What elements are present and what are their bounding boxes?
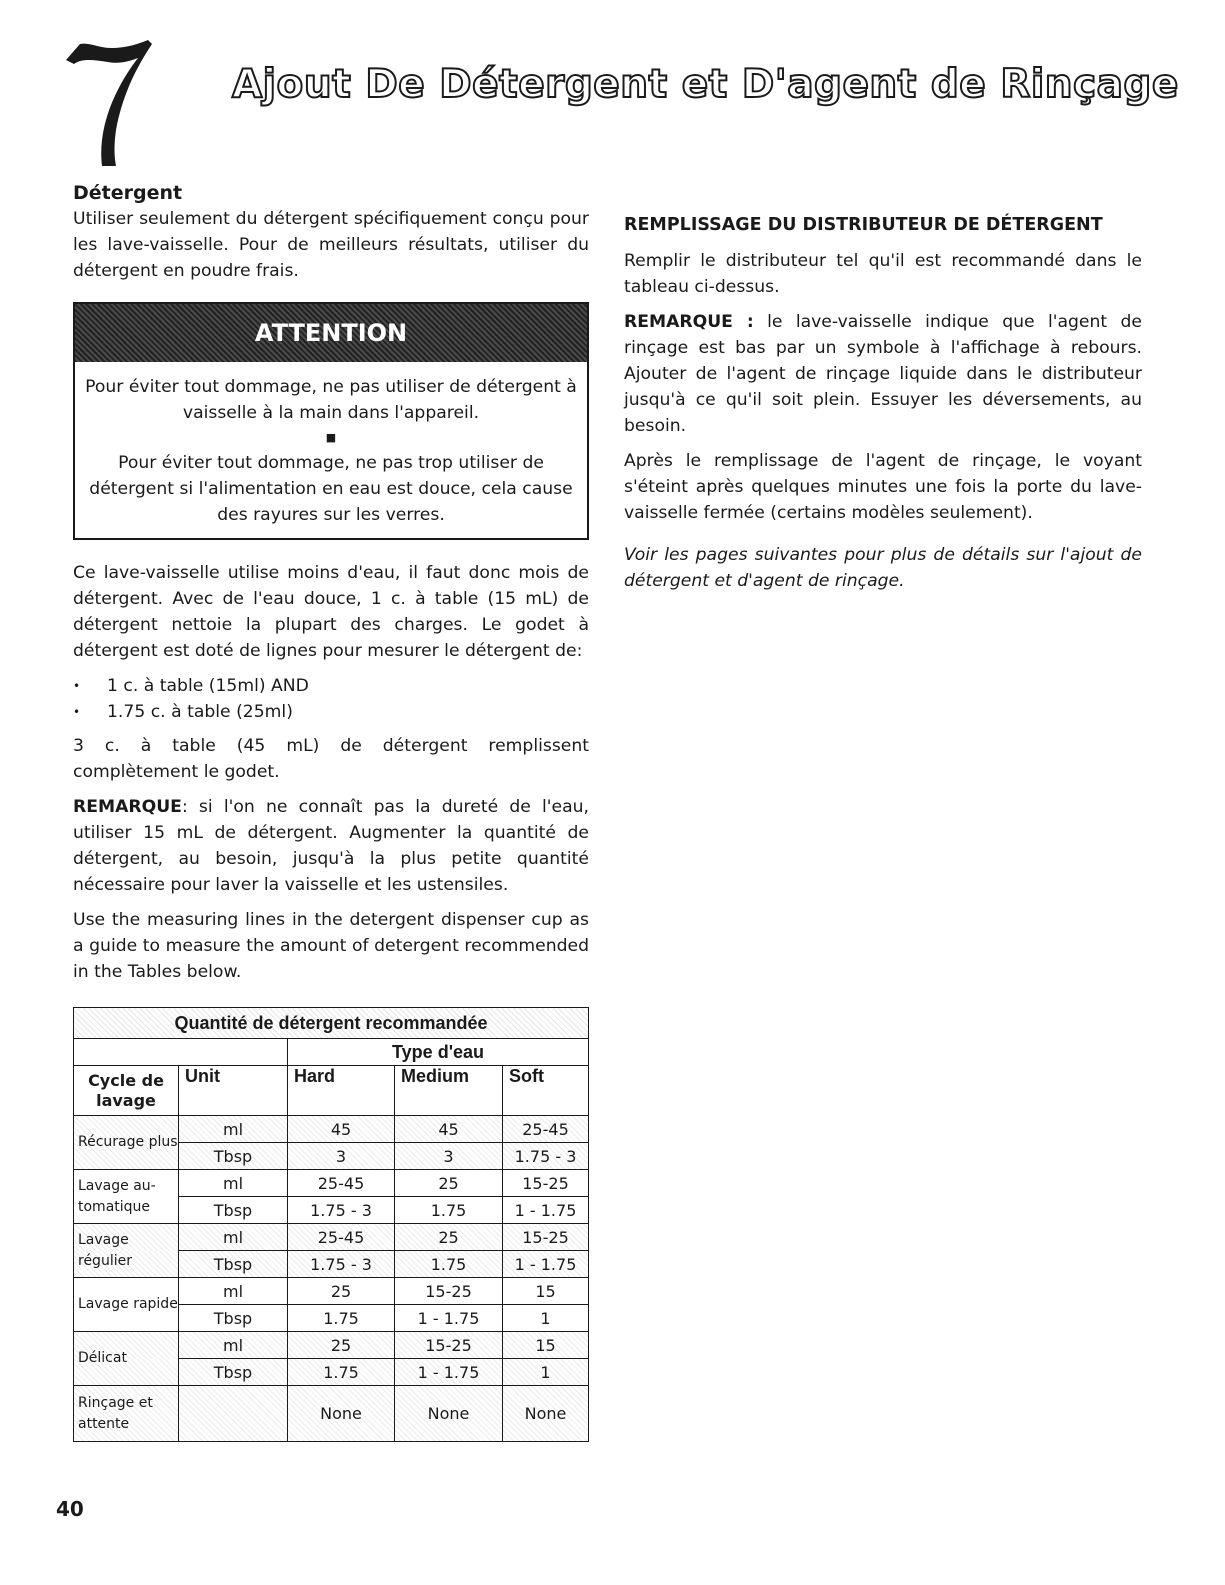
attention-box [73, 302, 589, 540]
col-unit-header: Unit [179, 1066, 288, 1116]
dispenser-heading: REMPLISSAGE DU DISTRIBUTEUR DE DÉTERGENT [624, 215, 1103, 235]
right-column [624, 212, 1142, 603]
right-paragraph-2: Après le remplissage de l'agent de rinçage, le voyant s'éteint après quelques minutes une fois la porte du lave-vaisselle fermée (certains modèles seulement). [624, 451, 1142, 523]
col-hard-header: Hard [288, 1066, 395, 1116]
table-cell: Tbsp [179, 1359, 288, 1386]
table-cell: 1.75 [395, 1251, 503, 1278]
intro-paragraph: Utiliser seulement du détergent spécifiquement conçu pour les lave-vaisselle. Pour de meilleurs résultats, utiliser du détergent en poudre frais. [73, 209, 589, 281]
chapter-number [60, 38, 170, 168]
table-cell: ml [179, 1278, 288, 1305]
paragraph-1: Ce lave-vaisselle utilise moins d'eau, il faut donc mois de détergent. Avec de l'eau douce, 1 c. à table (15 mL) de détergent nettoie la plupart des charges. Le godet à détergent est doté de lignes pour mesurer le détergent de: [73, 563, 589, 661]
row-label: Lavage régulier [74, 1224, 179, 1278]
table-cell: 1 [503, 1305, 589, 1332]
table-cell: Tbsp [179, 1143, 288, 1170]
table-cell: ml [179, 1224, 288, 1251]
table-cell: 15-25 [395, 1278, 503, 1305]
row-label: Lavage rapide [74, 1278, 179, 1332]
table-cell: 1.75 [288, 1359, 395, 1386]
table-cell: 25 [395, 1170, 503, 1197]
table-cell: 25-45 [503, 1116, 589, 1143]
table-row [74, 1116, 589, 1143]
col-cycle-header: Cycle de lavage [74, 1066, 179, 1116]
table-cell: ml [179, 1332, 288, 1359]
col-medium-header: Medium [395, 1066, 503, 1116]
table-row [74, 1278, 589, 1305]
right-note [624, 309, 1142, 439]
attention-header: ATTENTION [75, 304, 587, 362]
table-cell: None [395, 1386, 503, 1442]
table-cell: ml [179, 1170, 288, 1197]
page-title: Ajout De Détergent et D'agent de Rinçage [232, 62, 1179, 107]
attention-line-2: Pour éviter tout dommage, ne pas trop utiliser de détergent si l'alimentation en eau est douce, cela cause des rayures sur les verres. [89, 453, 573, 525]
see-next-pages: Voir les pages suivantes pour plus de détails sur l'ajout de détergent et d'agent de rinçage. [624, 545, 1142, 591]
page-number: 40 [56, 1497, 84, 1521]
col-soft-header: Soft [503, 1066, 589, 1116]
table-cell: 15 [503, 1278, 589, 1305]
table-cell: 25 [288, 1332, 395, 1359]
paragraph-3: Use the measuring lines in the detergent dispenser cup as a guide to measure the amount of detergent recommended in the Tables below. [73, 910, 589, 982]
right-note-label: REMARQUE : [624, 312, 754, 332]
detergent-table [73, 1007, 589, 1442]
table-cell: 1.75 - 3 [288, 1251, 395, 1278]
right-note-text: le lave-vaisselle indique que l'agent de rinçage est bas par un symbole à l'affichage à rebours. Ajouter de l'agent de rinçage liquide dans le distributeur jusqu'à ce qu'il soit plein. Essuyer les déversements, au besoin. [624, 312, 1142, 436]
table-cell: 15-25 [395, 1332, 503, 1359]
table-cell: 45 [288, 1116, 395, 1143]
paragraph-2: 3 c. à table (45 mL) de détergent remplissent complètement le godet. [73, 736, 589, 782]
table-cell: 1.75 - 3 [288, 1197, 395, 1224]
square-bullet-icon: ■ [325, 431, 337, 444]
table-cell: Tbsp [179, 1305, 288, 1332]
table-row [74, 1332, 589, 1359]
table-cell: 25-45 [288, 1170, 395, 1197]
table-row [74, 1224, 589, 1251]
table-title: Quantité de détergent recommandée [74, 1008, 589, 1039]
row-label: Lavage au-tomatique [74, 1170, 179, 1224]
table-cell: ml [179, 1116, 288, 1143]
table-cell: 25-45 [288, 1224, 395, 1251]
table-cell: 1 - 1.75 [395, 1359, 503, 1386]
table-cell: 15-25 [503, 1224, 589, 1251]
table-cell: 25 [288, 1278, 395, 1305]
row-label: Rinçage et attente [74, 1386, 179, 1442]
table-cell: None [288, 1386, 395, 1442]
list-item: • 1.75 c. à table (25ml) [73, 699, 589, 725]
row-label: Délicat [74, 1332, 179, 1386]
left-column [73, 180, 589, 1442]
table-row [74, 1170, 589, 1197]
measure-list [73, 673, 589, 725]
right-paragraph-1: Remplir le distributeur tel qu'il est recommandé dans le tableau ci-dessus. [624, 251, 1142, 297]
table-cell: 25 [395, 1224, 503, 1251]
table-cell: 1 - 1.75 [503, 1251, 589, 1278]
table-cell: 3 [288, 1143, 395, 1170]
table-cell: 3 [395, 1143, 503, 1170]
water-type-header: Type d'eau [288, 1039, 589, 1066]
table-cell: 1 - 1.75 [503, 1197, 589, 1224]
note-text: : si l'on ne connaît pas la dureté de l'eau, utiliser 15 mL de détergent. Augmenter la quantité de détergent, au besoin, jusqu'à la plus petite quantité nécessaire pour laver la vaisselle et les ustensiles. [73, 797, 589, 895]
table-cell: 15-25 [503, 1170, 589, 1197]
table-cell: 1 [503, 1359, 589, 1386]
row-label: Récurage plus [74, 1116, 179, 1170]
table-cell: 1 - 1.75 [395, 1305, 503, 1332]
table-cell: 1.75 - 3 [503, 1143, 589, 1170]
table-cell: None [503, 1386, 589, 1442]
attention-line-1: Pour éviter tout dommage, ne pas utiliser de détergent à vaisselle à la main dans l'appareil. [85, 377, 577, 423]
table-cell: 1.75 [395, 1197, 503, 1224]
note-label: REMARQUE [73, 797, 182, 817]
table-cell: Tbsp [179, 1251, 288, 1278]
table-cell: Tbsp [179, 1197, 288, 1224]
table-cell: 45 [395, 1116, 503, 1143]
table-cell: 1.75 [288, 1305, 395, 1332]
note-paragraph [73, 794, 589, 898]
section-heading: Détergent [73, 182, 183, 204]
table-cell: 15 [503, 1332, 589, 1359]
list-item: • 1 c. à table (15ml) AND [73, 673, 589, 699]
